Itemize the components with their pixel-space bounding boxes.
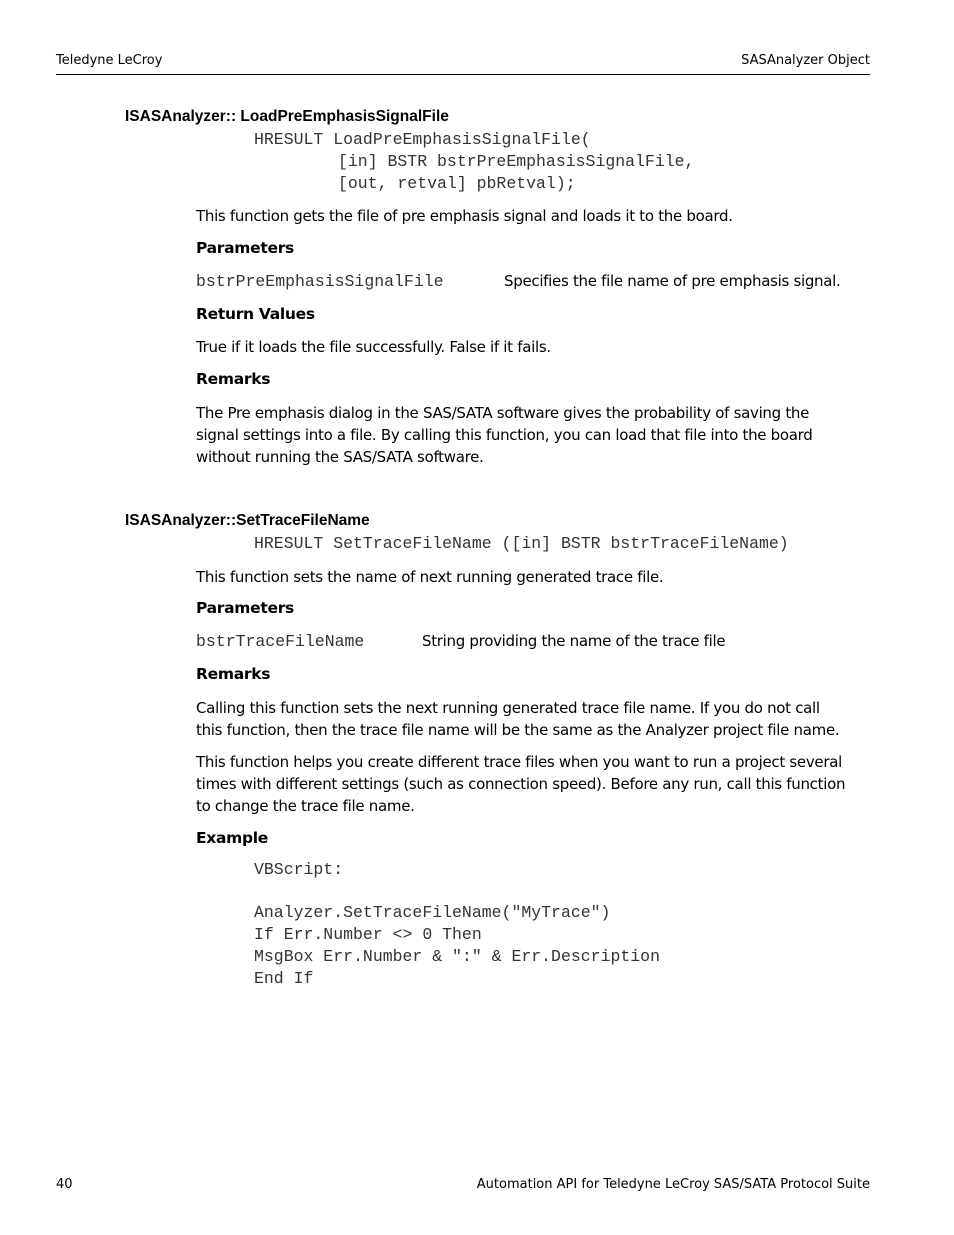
example-code-line-3: Analyzer.SetTraceFileName("MyTrace") — [254, 903, 611, 922]
remarks-line-4: times with different settings (such as connection speed). Before any run, call this function — [196, 775, 846, 793]
example-heading: Example — [196, 829, 269, 847]
remarks-line-5: to change the trace file name. — [196, 797, 415, 815]
parameters-heading: Parameters — [196, 599, 294, 617]
remarks-heading: Remarks — [196, 370, 271, 388]
footer-title: Automation API for Teledyne LeCroy SAS/SATA Protocol Suite — [476, 1177, 870, 1192]
return-values-heading: Return Values — [196, 305, 315, 323]
remarks-line-1: The Pre emphasis dialog in the SAS/SATA software gives the probability of saving the — [196, 404, 810, 422]
signature-line-2: [in] BSTR bstrPreEmphasisSignalFile, — [338, 152, 695, 171]
header-rule — [56, 74, 870, 75]
param-name: bstrTraceFileName — [196, 632, 365, 651]
remarks-line-3: This function helps you create different trace files when you want to run a project several — [196, 753, 842, 771]
param-description: String providing the name of the trace file — [422, 632, 726, 650]
signature-line-1: HRESULT LoadPreEmphasisSignalFile( — [254, 130, 591, 149]
param-name: bstrPreEmphasisSignalFile — [196, 272, 444, 291]
page-number: 40 — [56, 1177, 73, 1192]
param-description: Specifies the file name of pre emphasis signal. — [504, 272, 841, 290]
remarks-line-2: this function, then the trace file name will be the same as the Analyzer project file name. — [196, 721, 840, 739]
header-section: SASAnalyzer Object — [741, 53, 870, 68]
example-code-line-6: End If — [254, 969, 314, 988]
remarks-heading: Remarks — [196, 665, 271, 683]
return-values-text: True if it loads the file successfully. False if it fails. — [196, 338, 551, 356]
remarks-line-1: Calling this function sets the next running generated trace file name. If you do not call — [196, 699, 820, 717]
section-title-set-trace-file-name: ISASAnalyzer::SetTraceFileName — [125, 512, 370, 529]
example-code-line-4: If Err.Number <> 0 Then — [254, 925, 482, 944]
remarks-line-2: signal settings into a file. By calling this function, you can load that file into the board — [196, 426, 813, 444]
parameters-heading: Parameters — [196, 239, 294, 257]
function-description: This function sets the name of next running generated trace file. — [196, 568, 664, 586]
example-code-line-5: MsgBox Err.Number & ":" & Err.Description — [254, 947, 660, 966]
header-company: Teledyne LeCroy — [56, 53, 163, 68]
example-code-line-1: VBScript: — [254, 860, 344, 879]
section-title-load-pre-emphasis: ISASAnalyzer:: LoadPreEmphasisSignalFile — [125, 108, 449, 125]
signature-line-3: [out, retval] pbRetval); — [338, 174, 576, 193]
signature-line: HRESULT SetTraceFileName ([in] BSTR bstrTraceFileName) — [254, 534, 789, 553]
remarks-line-3: without running the SAS/SATA software. — [196, 448, 484, 466]
function-description: This function gets the file of pre emphasis signal and loads it to the board. — [196, 207, 733, 225]
